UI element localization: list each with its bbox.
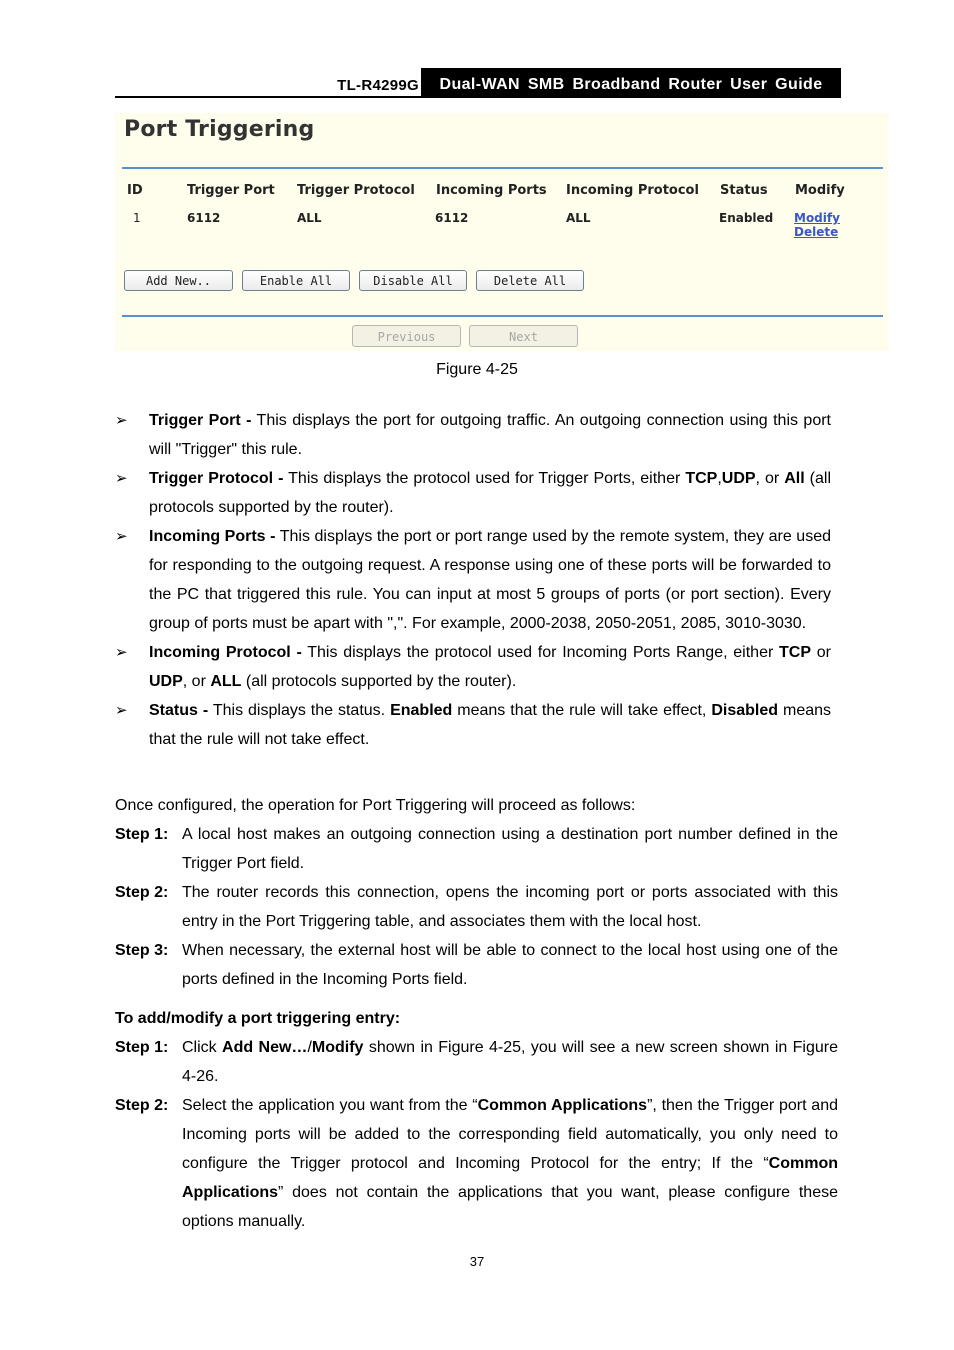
operation-section <box>115 791 838 994</box>
row-incoming-protocol: ALL <box>566 211 591 225</box>
next-button[interactable]: Next <box>469 325 578 347</box>
add-step-2: Step 2: Select the application you want from the “Common Applications”, then the Trigger port and Incoming ports will be added to the corresponding field automatically, you only need to configure the Trigger protocol and Incoming Protocol for the entry; If the “Common Applications” does not contain the applications that you want, please configure these options manually. <box>115 1097 838 1230</box>
bullet-incoming-protocol: ➢ Incoming Protocol - This displays the protocol used for Incoming Ports Range, either TCP or UDP, or ALL (all protocols supported by the router). <box>115 638 831 696</box>
col-header-incoming-ports: Incoming Ports <box>436 183 547 198</box>
operation-step-1: Step 1: A local host makes an outgoing connection using a destination port number defined in the Trigger Port field. <box>115 826 838 872</box>
page-number: 37 <box>469 1254 485 1269</box>
field-descriptions <box>115 406 831 754</box>
bullet-incoming-ports: ➢ Incoming Ports - This displays the port or port range used by the remote system, they are used for responding to the outgoing request. A response using one of these ports will be forwarded to the PC that triggered this rule. You can input at most 5 groups of ports (or port section). Every group of ports must be apart with ",". For example, 2000-2038, 2050-2051, 2085, 3010-3030. <box>115 522 831 638</box>
col-header-trigger-port: Trigger Port <box>187 183 275 198</box>
delete-link[interactable]: Delete <box>794 225 839 239</box>
col-header-modify: Modify <box>795 183 845 198</box>
arrow-bullet-icon: ➢ <box>115 411 128 429</box>
operation-step-3: Step 3: When necessary, the external host will be able to connect to the local host using one of the ports defined in the Incoming Ports field. <box>115 942 838 988</box>
figure-caption: Figure 4-25 <box>436 361 518 378</box>
port-triggering-screenshot <box>115 113 888 351</box>
panel-title: Port Triggering <box>124 117 315 142</box>
header-model: TL-R4299G <box>337 77 419 94</box>
col-header-trigger-protocol: Trigger Protocol <box>297 183 415 198</box>
operation-step-2: Step 2: The router records this connection, opens the incoming port or ports associated with this entry in the Port Triggering table, and associates them with the local host. <box>115 884 838 930</box>
top-divider <box>122 167 883 169</box>
row-id: 1 <box>133 211 141 225</box>
modify-link[interactable]: Modify <box>794 211 840 225</box>
enable-all-button[interactable]: Enable All <box>242 270 350 291</box>
row-status: Enabled <box>719 211 774 225</box>
add-modify-heading: To add/modify a port triggering entry: <box>115 1010 401 1027</box>
previous-button[interactable]: Previous <box>352 325 461 347</box>
disable-all-button[interactable]: Disable All <box>359 270 467 291</box>
row-modify-cell <box>794 211 888 239</box>
arrow-bullet-icon: ➢ <box>115 527 128 545</box>
delete-all-button[interactable]: Delete All <box>476 270 584 291</box>
col-header-id: ID <box>127 183 143 198</box>
bullet-trigger-port: ➢ Trigger Port - This displays the port for outgoing traffic. An outgoing connection using this port will "Trigger" this rule. <box>115 406 831 464</box>
col-header-status: Status <box>720 183 768 198</box>
row-trigger-port: 6112 <box>187 211 221 225</box>
header-guide-title: Dual-WAN SMB Broadband Router User Guide <box>421 68 841 96</box>
row-incoming-ports: 6112 <box>435 211 469 225</box>
page-header <box>115 68 841 98</box>
row-trigger-protocol: ALL <box>297 211 322 225</box>
add-step-1: Step 1: Click Add New…/Modify shown in Figure 4-25, you will see a new screen shown in Figure 4-26. <box>115 1039 839 1085</box>
add-new-button[interactable]: Add New.. <box>124 270 233 291</box>
bottom-divider <box>122 315 883 317</box>
intro-text: Once configured, the operation for Port Triggering will proceed as follows: <box>115 797 636 814</box>
col-header-incoming-protocol: Incoming Protocol <box>566 183 699 198</box>
add-modify-section <box>115 1004 838 1236</box>
bullet-trigger-protocol: ➢ Trigger Protocol - This displays the protocol used for Trigger Ports, either TCP,UDP, or All (all protocols supported by the router). <box>115 464 831 522</box>
arrow-bullet-icon: ➢ <box>115 469 128 487</box>
bullet-status: ➢ Status - This displays the status. Enabled means that the rule will take effect, Disabled means that the rule will not take effect. <box>115 696 831 754</box>
arrow-bullet-icon: ➢ <box>115 643 128 661</box>
arrow-bullet-icon: ➢ <box>115 701 128 719</box>
